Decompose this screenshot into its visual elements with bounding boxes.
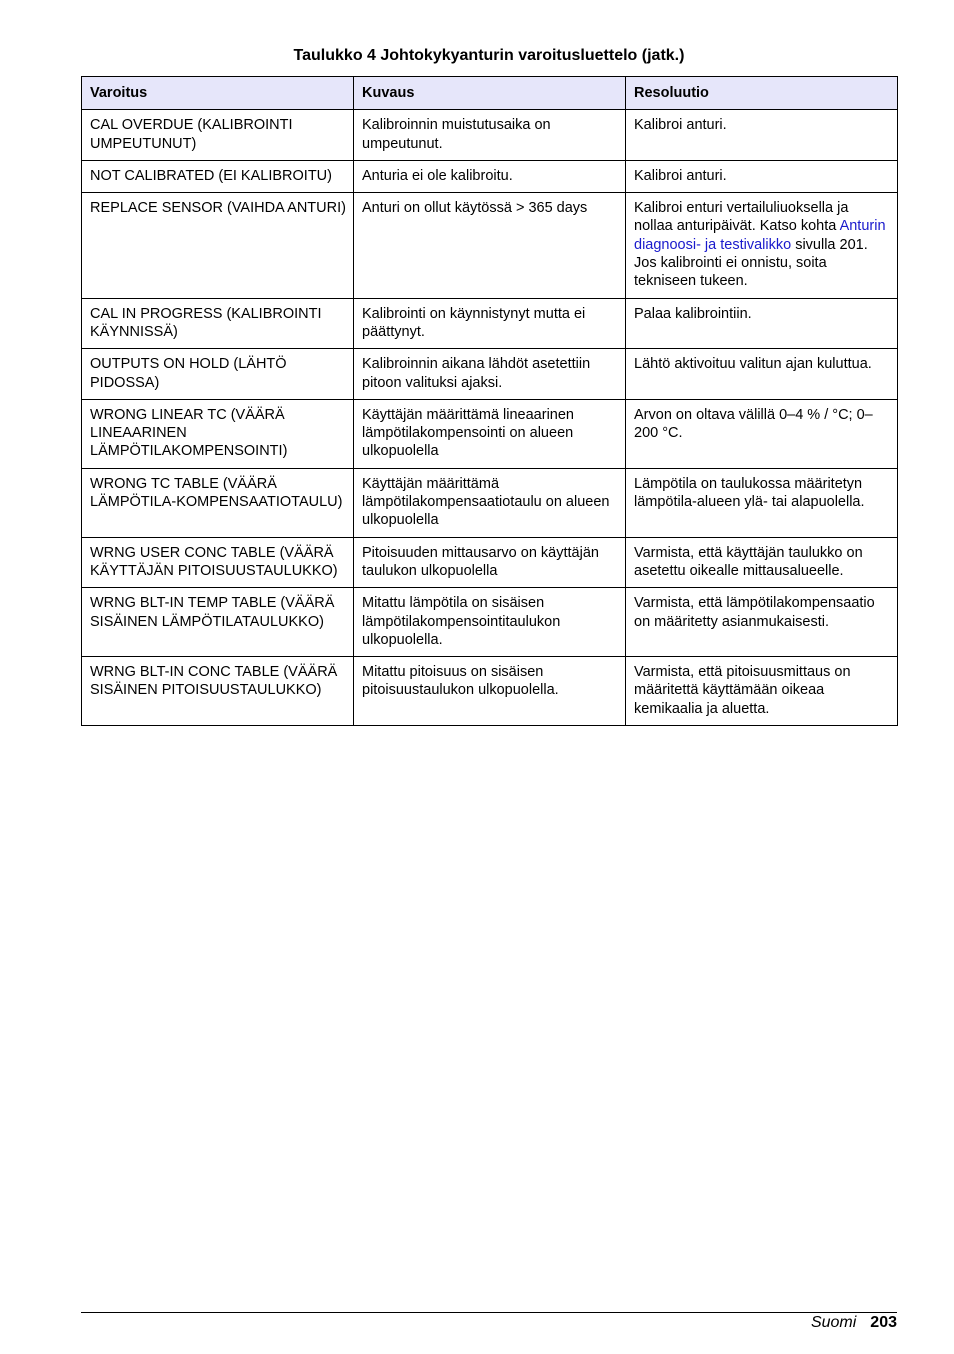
description-cell: Anturia ei ole kalibroitu.	[354, 160, 626, 192]
column-header-warning: Varoitus	[82, 77, 354, 110]
warning-cell: CAL OVERDUE (KALIBROINTI UMPEUTUNUT)	[82, 110, 354, 161]
warning-cell: CAL IN PROGRESS (KALIBROINTI KÄYNNISSÄ)	[82, 298, 354, 349]
column-header-description: Kuvaus	[354, 77, 626, 110]
table-header-row	[82, 77, 898, 110]
column-header-resolution: Resoluutio	[626, 77, 898, 110]
table-row	[82, 160, 898, 192]
warning-cell: OUTPUTS ON HOLD (LÄHTÖ PIDOSSA)	[82, 349, 354, 400]
table-row	[82, 193, 898, 298]
warning-cell: WRNG BLT-IN CONC TABLE (VÄÄRÄ SISÄINEN PITOISUUSTAULUKKO)	[82, 657, 354, 726]
diagnostics-menu-link[interactable]: Anturin diagnoosi- ja testivalikko	[634, 218, 886, 253]
warning-cell: REPLACE SENSOR (VAIHDA ANTURI)	[82, 193, 354, 298]
description-cell: Kalibroinnin muistutusaika on umpeutunut.	[354, 110, 626, 161]
description-cell: Pitoisuuden mittausarvo on käyttäjän taulukon ulkopuolella	[354, 537, 626, 588]
table-caption: Taulukko 4 Johtokykyanturin varoitusluettelo (jatk.)	[293, 47, 685, 64]
resolution-cell: Lämpötila on taulukossa määritetyn lämpötila-alueen ylä- tai alapuolella.	[626, 468, 898, 537]
resolution-cell	[626, 193, 898, 298]
description-cell: Mitattu lämpötila on sisäisen lämpötilakompensointitaulukon ulkopuolella.	[354, 588, 626, 657]
resolution-text: Kalibroi enturi vertailuliuoksella ja nollaa anturipäivät. Katso kohta	[634, 200, 849, 235]
warning-cell: NOT CALIBRATED (EI KALIBROITU)	[82, 160, 354, 192]
resolution-cell: Varmista, että käyttäjän taulukko on asetettu oikealle mittausalueelle.	[626, 537, 898, 588]
table-row	[82, 468, 898, 537]
footer-language: Suomi	[810, 1314, 857, 1331]
table-row	[82, 657, 898, 726]
resolution-cell: Kalibroi anturi.	[626, 160, 898, 192]
warning-cell: WRNG USER CONC TABLE (VÄÄRÄ KÄYTTÄJÄN PITOISUUSTAULUKKO)	[82, 537, 354, 588]
table-row	[82, 588, 898, 657]
description-cell: Käyttäjän määrittämä lämpötilakompensaatiotaulu on alueen ulkopuolella	[354, 468, 626, 537]
table-row	[82, 349, 898, 400]
resolution-text: sivulla 201. Jos kalibrointi ei onnistu, soita tekniseen tukeen.	[634, 236, 868, 290]
resolution-cell: Lähtö aktivoituu valitun ajan kuluttua.	[626, 349, 898, 400]
table-row	[82, 537, 898, 588]
table-row	[82, 399, 898, 468]
description-cell: Käyttäjän määrittämä lineaarinen lämpötilakompensointi on alueen ulkopuolella	[354, 399, 626, 468]
table-row	[82, 110, 898, 161]
resolution-cell: Kalibroi anturi.	[626, 110, 898, 161]
resolution-cell: Varmista, että pitoisuusmittaus on määritettä käyttämään oikeaa kemikaalia ja aluetta.	[626, 657, 898, 726]
resolution-cell: Arvon on oltava välillä 0–4 % / °C; 0–200 °C.	[626, 399, 898, 468]
warning-list-table	[81, 76, 898, 726]
description-cell: Kalibroinnin aikana lähdöt asetettiin pitoon valituksi ajaksi.	[354, 349, 626, 400]
warning-cell: WRONG TC TABLE (VÄÄRÄ LÄMPÖTILA-KOMPENSAATIOTAULU)	[82, 468, 354, 537]
resolution-cell: Palaa kalibrointiin.	[626, 298, 898, 349]
page-footer	[811, 1313, 897, 1333]
warning-cell: WRONG LINEAR TC (VÄÄRÄ LINEAARINEN LÄMPÖTILAKOMPENSOINTI)	[82, 399, 354, 468]
page-number: 203	[870, 1314, 897, 1331]
footer-divider	[81, 1312, 897, 1313]
description-cell: Anturi on ollut käytössä > 365 days	[354, 193, 626, 298]
resolution-cell: Varmista, että lämpötilakompensaatio on määritetty asianmukaisesti.	[626, 588, 898, 657]
description-cell: Kalibrointi on käynnistynyt mutta ei päättynyt.	[354, 298, 626, 349]
warning-cell: WRNG BLT-IN TEMP TABLE (VÄÄRÄ SISÄINEN LÄMPÖTILATAULUKKO)	[82, 588, 354, 657]
description-cell: Mitattu pitoisuus on sisäisen pitoisuustaulukon ulkopuolella.	[354, 657, 626, 726]
table-row	[82, 298, 898, 349]
